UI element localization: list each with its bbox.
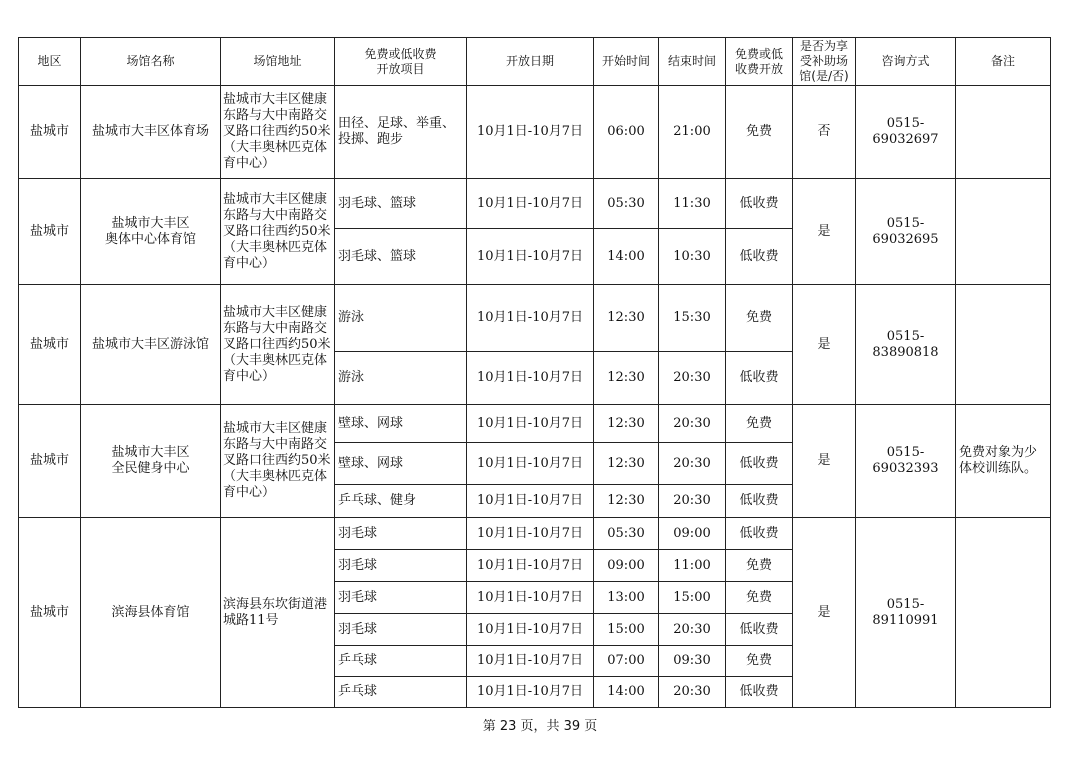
date-cell: 10月1日-10月7日 <box>467 179 594 229</box>
start-time-cell: 12:30 <box>594 352 659 405</box>
page-footer: 第 23 页，共 39 页 <box>482 719 598 734</box>
project-cell: 羽毛球 <box>335 614 467 646</box>
fee-cell: 低收费 <box>726 443 793 485</box>
date-cell: 10月1日-10月7日 <box>467 582 594 614</box>
header-venue-address: 场馆地址 <box>221 38 335 86</box>
project-cell: 游泳 <box>335 285 467 352</box>
date-cell: 10月1日-10月7日 <box>467 614 594 646</box>
fee-cell: 免费 <box>726 582 793 614</box>
note-cell: 免费对象为少体校训练队。 <box>956 405 1051 518</box>
end-time-cell: 11:30 <box>659 179 726 229</box>
venue-table <box>18 37 1051 708</box>
fee-cell: 免费 <box>726 550 793 582</box>
region-cell: 盐城市 <box>19 285 81 405</box>
header-contact: 咨询方式 <box>856 38 956 86</box>
end-time-cell: 09:30 <box>659 646 726 677</box>
venue-address-cell: 滨海县东坎街道港城路11号 <box>221 518 335 708</box>
fee-cell: 低收费 <box>726 179 793 229</box>
fee-cell: 低收费 <box>726 485 793 518</box>
start-time-cell: 15:00 <box>594 614 659 646</box>
table-header-row <box>19 38 1051 86</box>
start-time-cell: 06:00 <box>594 86 659 179</box>
project-cell: 乒乓球 <box>335 677 467 708</box>
fee-cell: 免费 <box>726 285 793 352</box>
note-cell <box>956 518 1051 708</box>
start-time-cell: 12:30 <box>594 485 659 518</box>
subsidy-cell: 否 <box>793 86 856 179</box>
fee-cell: 低收费 <box>726 677 793 708</box>
contact-cell: 0515-69032393 <box>856 405 956 518</box>
fee-cell: 低收费 <box>726 518 793 550</box>
venue-address-cell: 盐城市大丰区健康东路与大中南路交叉路口往西约50米（大丰奥林匹克体育中心） <box>221 179 335 285</box>
fee-cell: 免费 <box>726 646 793 677</box>
project-cell: 壁球、网球 <box>335 405 467 443</box>
table-row <box>19 179 1051 229</box>
start-time-cell: 05:30 <box>594 179 659 229</box>
end-time-cell: 20:30 <box>659 614 726 646</box>
venue-name-cell: 盐城市大丰区 奥体中心体育馆 <box>81 179 221 285</box>
header-subsidy: 是否为享 受补助场 馆(是/否) <box>793 38 856 86</box>
date-cell: 10月1日-10月7日 <box>467 229 594 285</box>
table-row <box>19 405 1051 443</box>
fee-cell: 免费 <box>726 405 793 443</box>
date-cell: 10月1日-10月7日 <box>467 485 594 518</box>
date-cell: 10月1日-10月7日 <box>467 86 594 179</box>
header-fee-type: 免费或低 收费开放 <box>726 38 793 86</box>
project-cell: 田径、足球、举重、投掷、跑步 <box>335 86 467 179</box>
header-start-time: 开始时间 <box>594 38 659 86</box>
end-time-cell: 20:30 <box>659 443 726 485</box>
region-cell: 盐城市 <box>19 405 81 518</box>
header-end-time: 结束时间 <box>659 38 726 86</box>
project-cell: 羽毛球 <box>335 582 467 614</box>
region-cell: 盐城市 <box>19 518 81 708</box>
project-cell: 羽毛球、篮球 <box>335 229 467 285</box>
subsidy-cell: 是 <box>793 179 856 285</box>
note-cell <box>956 179 1051 285</box>
venue-address-cell: 盐城市大丰区健康东路与大中南路交叉路口往西约50米（大丰奥林匹克体育中心） <box>221 285 335 405</box>
project-cell: 羽毛球、篮球 <box>335 179 467 229</box>
fee-cell: 低收费 <box>726 352 793 405</box>
note-cell <box>956 285 1051 405</box>
end-time-cell: 21:00 <box>659 86 726 179</box>
start-time-cell: 12:30 <box>594 285 659 352</box>
table-row <box>19 285 1051 352</box>
date-cell: 10月1日-10月7日 <box>467 677 594 708</box>
start-time-cell: 05:30 <box>594 518 659 550</box>
subsidy-cell: 是 <box>793 518 856 708</box>
contact-cell: 0515-83890818 <box>856 285 956 405</box>
header-open-date: 开放日期 <box>467 38 594 86</box>
end-time-cell: 15:30 <box>659 285 726 352</box>
venue-address-cell: 盐城市大丰区健康东路与大中南路交叉路口往西约50米（大丰奥林匹克体育中心） <box>221 405 335 518</box>
contact-cell: 0515-69032695 <box>856 179 956 285</box>
end-time-cell: 09:00 <box>659 518 726 550</box>
date-cell: 10月1日-10月7日 <box>467 352 594 405</box>
project-cell: 羽毛球 <box>335 518 467 550</box>
subsidy-cell: 是 <box>793 285 856 405</box>
start-time-cell: 14:00 <box>594 677 659 708</box>
venue-name-cell: 盐城市大丰区体育场 <box>81 86 221 179</box>
start-time-cell: 07:00 <box>594 646 659 677</box>
start-time-cell: 09:00 <box>594 550 659 582</box>
end-time-cell: 20:30 <box>659 677 726 708</box>
header-venue-name: 场馆名称 <box>81 38 221 86</box>
subsidy-cell: 是 <box>793 405 856 518</box>
header-region: 地区 <box>19 38 81 86</box>
contact-cell: 0515-69032697 <box>856 86 956 179</box>
end-time-cell: 10:30 <box>659 229 726 285</box>
venue-name-cell: 滨海县体育馆 <box>81 518 221 708</box>
end-time-cell: 15:00 <box>659 582 726 614</box>
end-time-cell: 20:30 <box>659 405 726 443</box>
venue-address-cell: 盐城市大丰区健康东路与大中南路交叉路口往西约50米（大丰奥林匹克体育中心） <box>221 86 335 179</box>
date-cell: 10月1日-10月7日 <box>467 550 594 582</box>
region-cell: 盐城市 <box>19 179 81 285</box>
date-cell: 10月1日-10月7日 <box>467 285 594 352</box>
date-cell: 10月1日-10月7日 <box>467 646 594 677</box>
region-cell: 盐城市 <box>19 86 81 179</box>
header-project: 免费或低收费 开放项目 <box>335 38 467 86</box>
project-cell: 游泳 <box>335 352 467 405</box>
date-cell: 10月1日-10月7日 <box>467 443 594 485</box>
date-cell: 10月1日-10月7日 <box>467 518 594 550</box>
header-note: 备注 <box>956 38 1051 86</box>
fee-cell: 低收费 <box>726 229 793 285</box>
project-cell: 壁球、网球 <box>335 443 467 485</box>
venue-name-cell: 盐城市大丰区 全民健身中心 <box>81 405 221 518</box>
end-time-cell: 11:00 <box>659 550 726 582</box>
venue-name-cell: 盐城市大丰区游泳馆 <box>81 285 221 405</box>
table-row <box>19 518 1051 550</box>
project-cell: 羽毛球 <box>335 550 467 582</box>
fee-cell: 低收费 <box>726 614 793 646</box>
table-row <box>19 86 1051 179</box>
date-cell: 10月1日-10月7日 <box>467 405 594 443</box>
project-cell: 乒乓球、健身 <box>335 485 467 518</box>
start-time-cell: 13:00 <box>594 582 659 614</box>
end-time-cell: 20:30 <box>659 352 726 405</box>
start-time-cell: 12:30 <box>594 405 659 443</box>
end-time-cell: 20:30 <box>659 485 726 518</box>
start-time-cell: 12:30 <box>594 443 659 485</box>
fee-cell: 免费 <box>726 86 793 179</box>
start-time-cell: 14:00 <box>594 229 659 285</box>
document-page <box>18 37 1050 708</box>
contact-cell: 0515-89110991 <box>856 518 956 708</box>
project-cell: 乒乓球 <box>335 646 467 677</box>
note-cell <box>956 86 1051 179</box>
